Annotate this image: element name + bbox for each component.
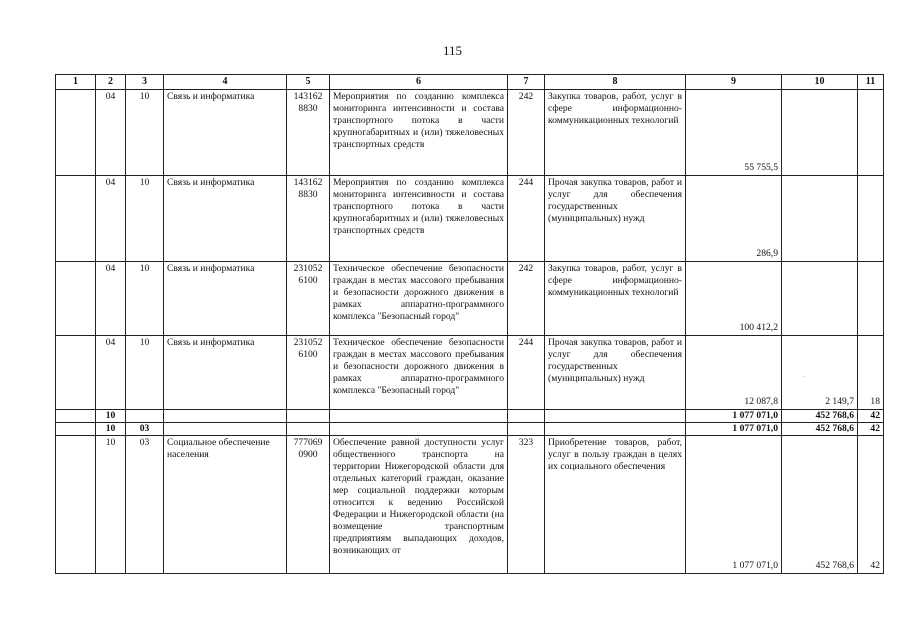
subtotal-row-section [56, 410, 884, 423]
empty-cell [508, 423, 545, 436]
cell-percent: 42 [858, 436, 884, 574]
table-row [56, 176, 884, 262]
cell-expense-type: 242 [508, 262, 545, 336]
cell-percent [858, 176, 884, 262]
cell-expense-type: 323 [508, 436, 545, 574]
cell-description: Мероприятия по созданию комплекса мониторинга интенсивности и состава транспортного потока в части крупногабаритных и (или) тяжеловесных транспортных средств [330, 176, 508, 262]
cell-section: 10 [96, 436, 126, 574]
cell-percent [858, 262, 884, 336]
empty-cell [330, 423, 508, 436]
header-cell: 6 [330, 75, 508, 90]
cell-description: Мероприятия по созданию комплекса мониторинга интенсивности и состава транспортного потока в части крупногабаритных и (или) тяжеловесных транспортных средств [330, 90, 508, 176]
cell-subsection: 10 [126, 176, 164, 262]
table-row [56, 262, 884, 336]
cell-expense-name: Прочая закупка товаров, работ и услуг для обеспечения государственных (муниципальных) нужд [545, 176, 686, 262]
empty-cell [287, 410, 330, 423]
cell-amount-1: 55 755,5 [686, 90, 782, 176]
cell-name: Социальное обеспечение населения [164, 436, 287, 574]
cell-col1 [56, 262, 96, 336]
table-row [56, 90, 884, 176]
cell-description: Обеспечение равной доступности услуг общественного транспорта на территории Нижегородской области для отдельных категорий граждан, оказание мер социальной поддержки которым относится к ведению Российской Федерации и Нижегородской области (на возмещение транспортным предприятиям выпадающих доходов, возникающих от [330, 436, 508, 574]
cell-subsection: 10 [126, 336, 164, 410]
cell-section: 04 [96, 336, 126, 410]
cell-expense-type: 244 [508, 176, 545, 262]
cell-amount-2: 452 768,6 [782, 423, 858, 436]
cell-expense-type: 242 [508, 90, 545, 176]
cell-percent [858, 90, 884, 176]
cell-description: Техническое обеспечение безопасности граждан в местах массового пребывания и безопасности дорожного движения в рамках аппаратно-программного комплекса "Безопасный город" [330, 336, 508, 410]
cell-section: 10 [96, 410, 126, 423]
cell-col1 [56, 336, 96, 410]
empty-cell [508, 410, 545, 423]
empty-cell [56, 410, 96, 423]
empty-cell [56, 423, 96, 436]
cell-percent: 42 [858, 410, 884, 423]
empty-cell [287, 423, 330, 436]
cell-section: 04 [96, 90, 126, 176]
cell-description: Техническое обеспечение безопасности граждан в местах массового пребывания и безопасности дорожного движения в рамках аппаратно-программного комплекса "Безопасный город" [330, 262, 508, 336]
cell-name: Связь и информатика [164, 336, 287, 410]
cell-name: Связь и информатика [164, 90, 287, 176]
cell-amount-2 [782, 176, 858, 262]
cell-amount-2 [782, 262, 858, 336]
header-row [56, 75, 884, 90]
empty-cell [164, 410, 287, 423]
cell-expense-name: Приобретение товаров, работ, услуг в пользу граждан в целях их социального обеспечения [545, 436, 686, 574]
cell-expense-name: Закупка товаров, работ, услуг в сфере информационно-коммуникационных технологий [545, 90, 686, 176]
cell-subsection: 10 [126, 262, 164, 336]
cell-amount-1: 1 077 071,0 [686, 423, 782, 436]
header-cell: 8 [545, 75, 686, 90]
cell-section: 04 [96, 176, 126, 262]
page-number: 115 [442, 43, 463, 58]
cell-target-code: 143162 8830 [287, 90, 330, 176]
header-cell: 9 [686, 75, 782, 90]
header-cell: 5 [287, 75, 330, 90]
header-cell: 2 [96, 75, 126, 90]
header-cell: 7 [508, 75, 545, 90]
cell-expense-name: Прочая закупка товаров, работ и услуг для обеспечения государственных (муниципальных) нужд [545, 336, 686, 410]
cell-amount-2: 452 768,6 [782, 436, 858, 574]
empty-cell [545, 423, 686, 436]
cell-percent: 42 [858, 423, 884, 436]
cell-expense-name: Закупка товаров, работ, услуг в сфере информационно-коммуникационных технологий [545, 262, 686, 336]
cell-subsection: 10 [126, 90, 164, 176]
empty-cell [330, 410, 508, 423]
cell-expense-type: 244 [508, 336, 545, 410]
cell-col1 [56, 436, 96, 574]
subtotal-row-subsection [56, 423, 884, 436]
cell-name: Связь и информатика [164, 176, 287, 262]
cell-col1 [56, 176, 96, 262]
header-cell: 11 [858, 75, 884, 90]
cell-col1 [56, 90, 96, 176]
cell-subsection: 03 [126, 423, 164, 436]
cell-target-code: 143162 8830 [287, 176, 330, 262]
cell-target-code: 777069 0900 [287, 436, 330, 574]
cell-subsection: 03 [126, 436, 164, 574]
cell-amount-2 [782, 90, 858, 176]
cell-amount-1: 12 087,8 [686, 336, 782, 410]
cell-amount-2: 2 149,7 [782, 336, 858, 410]
cell-amount-2: 452 768,6 [782, 410, 858, 423]
header-cell: 1 [56, 75, 96, 90]
header-cell: 3 [126, 75, 164, 90]
empty-cell [164, 423, 287, 436]
budget-table [55, 74, 884, 574]
cell-target-code: 231052 6100 [287, 262, 330, 336]
table-row [56, 336, 884, 410]
cell-target-code: 231052 6100 [287, 336, 330, 410]
table-row [56, 436, 884, 574]
empty-cell [126, 410, 164, 423]
header-cell: 4 [164, 75, 287, 90]
cell-name: Связь и информатика [164, 262, 287, 336]
cell-amount-1: 1 077 071,0 [686, 410, 782, 423]
cell-section: 04 [96, 262, 126, 336]
empty-cell [545, 410, 686, 423]
stray-mark: . [803, 371, 805, 379]
cell-amount-1: 1 077 071,0 [686, 436, 782, 574]
cell-section: 10 [96, 423, 126, 436]
cell-amount-1: 100 412,2 [686, 262, 782, 336]
cell-percent: 18 [858, 336, 884, 410]
cell-amount-1: 286,9 [686, 176, 782, 262]
header-cell: 10 [782, 75, 858, 90]
